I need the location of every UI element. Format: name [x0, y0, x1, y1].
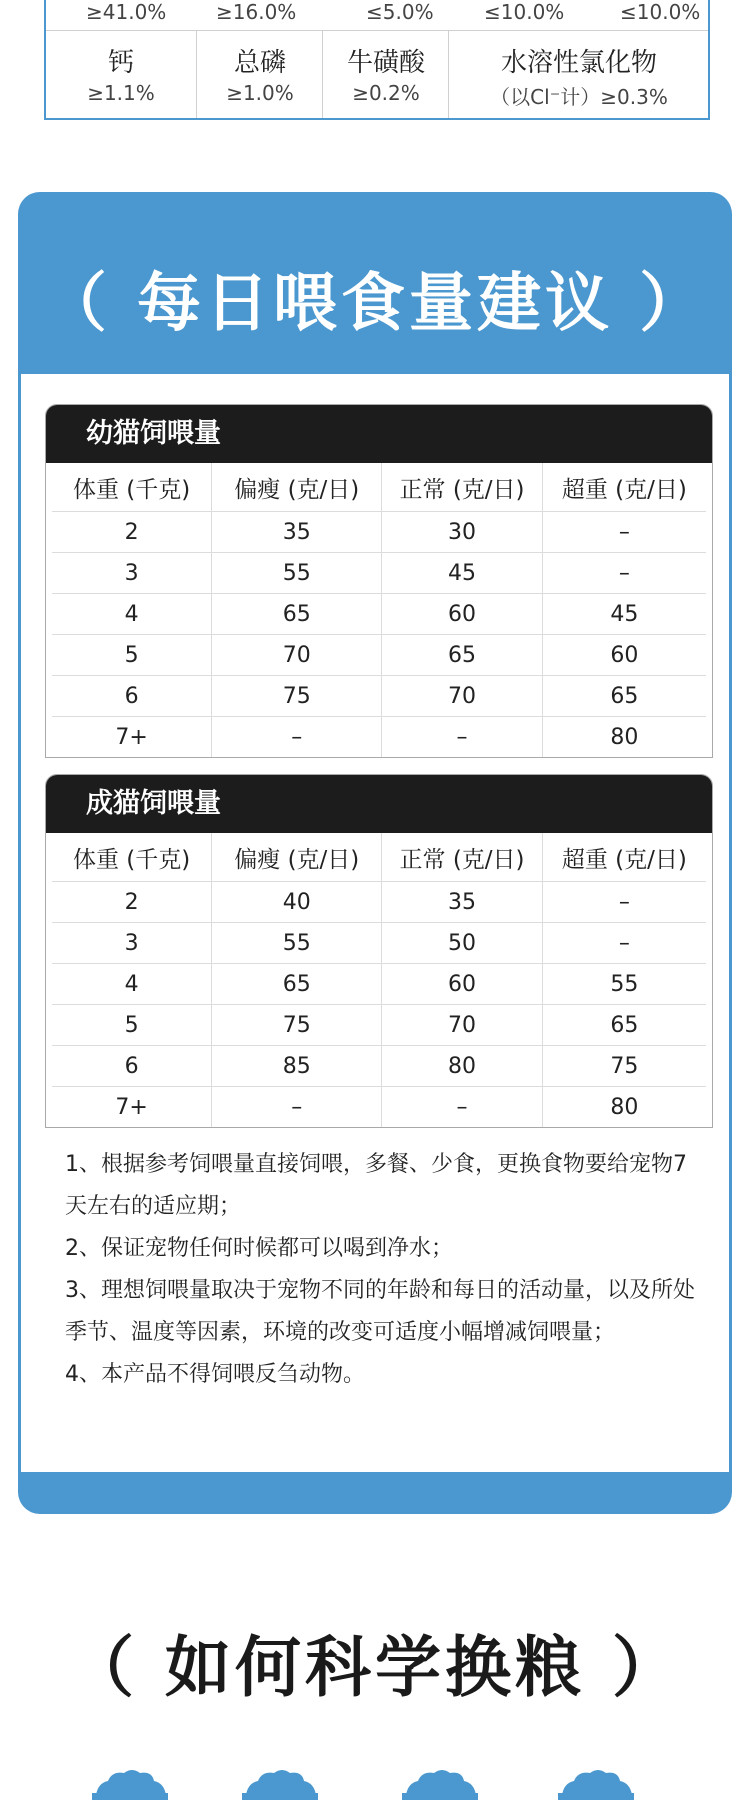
nutrient-value: ≤10.0%: [484, 0, 565, 24]
nutrient-value: ≥41.0%: [86, 0, 167, 24]
adult-feeding-table: [45, 774, 713, 1128]
table-cell: –: [542, 553, 706, 594]
table-cell: 45: [542, 594, 706, 635]
feeding-notes: [65, 1144, 695, 1396]
column-header: 偏瘦 (克/日): [212, 463, 382, 512]
table-cell: –: [382, 717, 542, 758]
table-row: [52, 882, 706, 923]
column-header: 超重 (克/日): [542, 833, 706, 882]
nutrient-value: ≥1.1%: [87, 81, 155, 105]
table-cell: 55: [212, 923, 382, 964]
adult-table-grid: [52, 833, 706, 1127]
table-cell: 80: [382, 1046, 542, 1087]
nutrient-cell-chloride: [448, 30, 709, 118]
table-row: [52, 594, 706, 635]
table-row: [52, 1005, 706, 1046]
nutrient-value: ≥1.0%: [226, 81, 294, 105]
nutrient-name: 牛磺酸: [346, 48, 425, 78]
table-row: [52, 635, 706, 676]
change-food-title: （ 如何科学换粮 ）: [68, 1629, 682, 1706]
table-row: [52, 1087, 706, 1128]
table-cell: 70: [382, 676, 542, 717]
nutrient-name: 总磷: [233, 48, 286, 78]
nutrient-row-top: [46, 0, 708, 31]
table-cell: 65: [212, 964, 382, 1005]
table-cell: –: [382, 1087, 542, 1128]
nutrient-name: 钙: [107, 48, 134, 78]
feeding-note: 2、保证宠物任何时候都可以喝到净水；: [65, 1236, 453, 1261]
table-row: [52, 512, 706, 553]
table-cell: 6: [52, 676, 212, 717]
table-row: [52, 964, 706, 1005]
table-cell: 65: [542, 1005, 706, 1046]
nutrient-name: 水溶性氯化物: [500, 48, 657, 78]
feeding-content-panel: [21, 374, 729, 1472]
column-header: 体重 (千克): [52, 463, 212, 512]
table-cell: 70: [382, 1005, 542, 1046]
table-cell: 75: [212, 1005, 382, 1046]
nutrient-table: [44, 0, 710, 120]
nutrient-cell-taurine: [322, 30, 449, 118]
table-cell: 50: [382, 923, 542, 964]
column-header: 正常 (克/日): [382, 833, 542, 882]
feeding-note: 3、理想饲喂量取决于宠物不同的年龄和每日的活动量，以及所处季节、温度等因素，环境的改变可适度小幅增减饲喂量；: [65, 1278, 695, 1345]
table-cell: 6: [52, 1046, 212, 1087]
table-cell: 7+: [115, 1094, 148, 1120]
table-cell: 2: [52, 512, 212, 553]
table-cell: 5: [52, 1005, 212, 1046]
nutrient-value: ≥0.2%: [352, 81, 420, 105]
table-cell: –: [212, 717, 382, 758]
table-cell: 3: [52, 553, 212, 594]
table-cell: 35: [212, 512, 382, 553]
feeding-note: 1、根据参考饲喂量直接饲喂，多餐、少食，更换食物要给宠物7天左右的适应期；: [65, 1152, 687, 1219]
nutrient-cell-phosphorus: [196, 30, 323, 118]
table-cell: 65: [212, 594, 382, 635]
adult-table-heading: 成猫饲喂量: [46, 775, 712, 833]
nutrient-value: ≤5.0%: [366, 0, 434, 24]
table-row: [52, 553, 706, 594]
food-bowl-icon: [554, 1765, 638, 1800]
column-header: 偏瘦 (克/日): [212, 833, 382, 882]
table-row: [52, 717, 706, 758]
table-row: [52, 676, 706, 717]
table-cell: 75: [542, 1046, 706, 1087]
table-cell: 65: [542, 676, 706, 717]
table-cell: 55: [212, 553, 382, 594]
table-cell: 35: [382, 882, 542, 923]
table-cell: 70: [212, 635, 382, 676]
table-cell: 3: [52, 923, 212, 964]
table-cell: 60: [542, 635, 706, 676]
nutrient-value: ≤10.0%: [620, 0, 701, 24]
table-cell: 45: [382, 553, 542, 594]
table-row: [52, 1046, 706, 1087]
nutrient-value: （以Cl⁻计）≥0.3%: [490, 85, 668, 109]
table-cell: 7+: [115, 724, 148, 750]
food-bowl-icon: [238, 1765, 322, 1800]
table-header-row: [52, 833, 706, 882]
table-row: [52, 923, 706, 964]
kitten-table-heading: 幼猫饲喂量: [46, 405, 712, 463]
nutrient-cell-calcium: [46, 30, 196, 118]
table-cell: 80: [542, 717, 706, 758]
table-cell: 4: [52, 594, 212, 635]
table-cell: 30: [382, 512, 542, 553]
column-header: 体重 (千克): [52, 833, 212, 882]
nutrient-row-bottom: [46, 30, 708, 118]
table-cell: –: [212, 1087, 382, 1128]
column-header: 正常 (克/日): [382, 463, 542, 512]
column-header: 超重 (克/日): [542, 463, 706, 512]
table-cell: 55: [542, 964, 706, 1005]
table-cell: –: [542, 882, 706, 923]
food-bowl-icon: [398, 1765, 482, 1800]
table-cell: 85: [212, 1046, 382, 1087]
table-cell: 65: [382, 635, 542, 676]
kitten-table-grid: [52, 463, 706, 757]
feeding-note: 4、本产品不得饲喂反刍动物。: [65, 1362, 365, 1387]
table-cell: –: [542, 512, 706, 553]
kitten-feeding-table: [45, 404, 713, 758]
nutrient-value: ≥16.0%: [216, 0, 297, 24]
feeding-section-title: （ 每日喂食量建议 ）: [42, 267, 708, 341]
table-cell: 75: [212, 676, 382, 717]
table-cell: 2: [52, 882, 212, 923]
food-bowl-icon: [88, 1765, 172, 1800]
bowl-icon-row: [0, 1765, 750, 1800]
table-cell: 4: [52, 964, 212, 1005]
table-cell: 60: [382, 964, 542, 1005]
table-cell: 5: [52, 635, 212, 676]
table-cell: 40: [212, 882, 382, 923]
feeding-section: [18, 192, 732, 1514]
table-cell: 80: [542, 1087, 706, 1128]
table-cell: 60: [382, 594, 542, 635]
table-header-row: [52, 463, 706, 512]
table-cell: –: [542, 923, 706, 964]
